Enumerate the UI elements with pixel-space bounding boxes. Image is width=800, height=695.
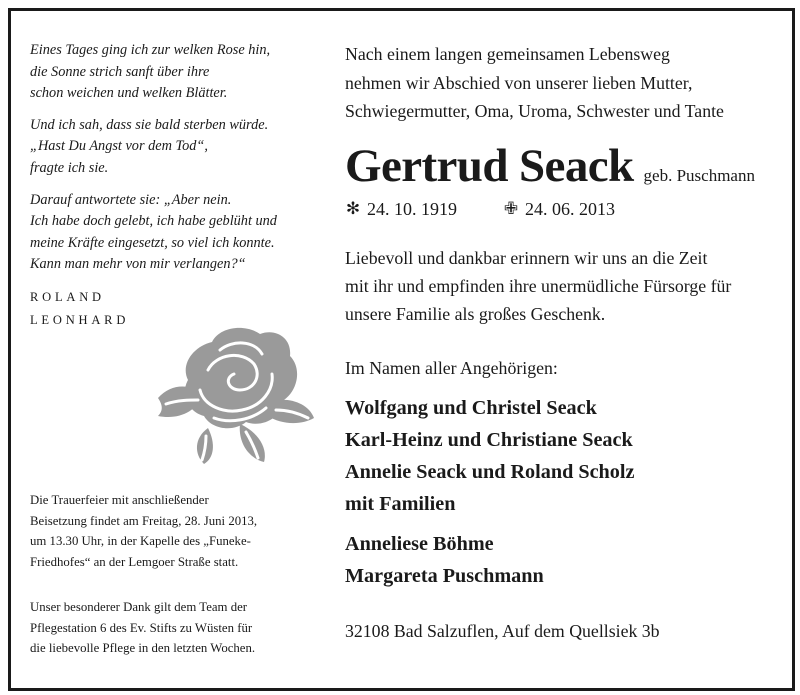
- funeral-line: Friedhofes“ an der Lemgoer Straße statt.: [30, 554, 239, 569]
- death-date-group: [503, 196, 615, 222]
- family-member: mit Familien: [345, 493, 456, 516]
- intro-line: Nach einem langen gemeinsamen Lebensweg: [345, 44, 670, 64]
- poem-stanza-2: [30, 115, 320, 180]
- poem-line: „Hast Du Angst vor dem Tod“,: [30, 138, 208, 155]
- poem-line: meine Kräfte eingesetzt, so viel ich konnte.: [30, 234, 275, 251]
- poem-line: Und ich sah, dass sie bald sterben würde.: [30, 116, 269, 133]
- deceased-name-row: [345, 138, 785, 194]
- intro-text: [345, 40, 785, 126]
- family-list: [345, 392, 785, 520]
- intro-line: nehmen wir Abschied von unserer lieben Mutter,: [345, 72, 693, 93]
- poem-line: Kann man mehr von mir verlangen?“: [30, 256, 246, 273]
- family-list-secondary: [345, 528, 785, 592]
- poem-line: fragte ich sie.: [30, 159, 109, 176]
- intro-line: Schwiegermutter, Oma, Uroma, Schwester und Tante: [345, 101, 724, 121]
- family-member: Karl-Heinz und Christiane Seack: [345, 429, 633, 452]
- birth-name: geb. Puschmann: [643, 165, 755, 185]
- thanks-line: Unser besonderer Dank gilt dem Team der: [30, 600, 248, 614]
- memory-line: mit ihr und empfinden ihre unermüdliche Fürsorge für: [345, 275, 732, 296]
- author-first-name: ROLAND: [30, 289, 105, 304]
- left-column: [30, 40, 320, 332]
- birth-star-icon: ✻: [345, 198, 361, 218]
- poem-line: die Sonne strich sanft über ihre: [30, 63, 210, 80]
- poem-stanza-1: [30, 40, 320, 105]
- poem-line: Ich habe doch gelebt, ich habe geblüht und: [30, 213, 277, 230]
- poem-line: Eines Tages ging ich zur welken Rose hin,: [30, 42, 271, 58]
- thanks-notice: [30, 597, 320, 659]
- poem-stanza-3: [30, 190, 320, 276]
- funeral-line: Beisetzung findet am Freitag, 28. Juni 2013,: [30, 513, 258, 528]
- funeral-notice: [30, 490, 320, 572]
- deceased-name: Gertrud Seack: [345, 139, 634, 192]
- rose-icon: [150, 320, 320, 465]
- family-member: Annelie Seack und Roland Scholz: [345, 461, 635, 484]
- family-member: Anneliese Böhme: [345, 533, 494, 556]
- death-cross-icon: ✙: [503, 198, 519, 218]
- memory-line: unsere Familie als großes Geschenk.: [345, 303, 606, 324]
- death-date: 24. 06. 2013: [525, 198, 615, 219]
- poem: [30, 40, 320, 276]
- life-dates: [345, 196, 785, 222]
- funeral-line: um 13.30 Uhr, in der Kapelle des „Funeke-: [30, 534, 251, 549]
- behalf-text: Im Namen aller Angehörigen:: [345, 358, 558, 379]
- thanks-line: die liebevolle Pflege in den letzten Wochen.: [30, 641, 256, 656]
- author-last-name: LEONHARD: [30, 312, 130, 327]
- birth-date: 24. 10. 1919: [367, 198, 457, 219]
- poem-line: schon weichen und welken Blätter.: [30, 85, 228, 102]
- family-member: Wolfgang und Christel Seack: [345, 397, 597, 420]
- memory-text: [345, 244, 785, 329]
- memory-line: Liebevoll und dankbar erinnern wir uns an die Zeit: [345, 247, 708, 268]
- poem-line: Darauf antwortete sie: „Aber nein.: [30, 191, 232, 208]
- thanks-line: Pflegestation 6 des Ev. Stifts zu Wüsten für: [30, 620, 253, 635]
- right-column: [345, 40, 785, 644]
- address: 32108 Bad Salzuflen, Auf dem Quellsiek 3b: [345, 621, 660, 642]
- funeral-line: Die Trauerfeier mit anschließender: [30, 493, 209, 507]
- family-member: Margareta Puschmann: [345, 565, 544, 588]
